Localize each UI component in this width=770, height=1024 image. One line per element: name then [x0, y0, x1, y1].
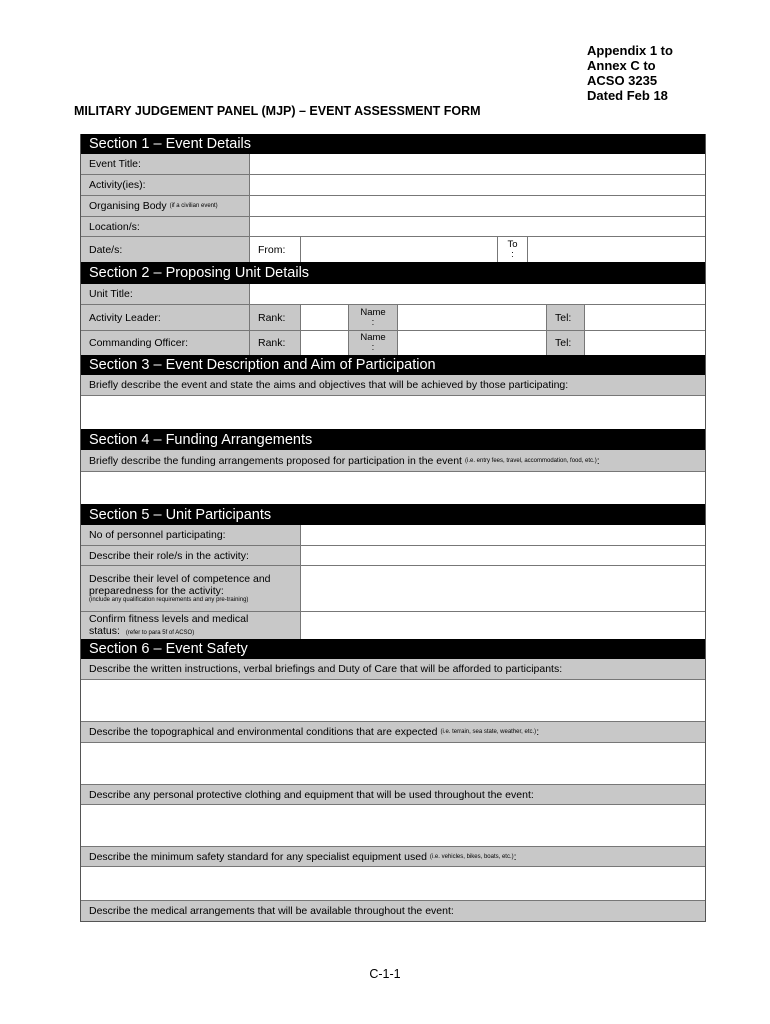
- organising-body-row: [81, 195, 705, 216]
- personnel-label: No of personnel participating:: [81, 525, 300, 545]
- safety-instructions-field[interactable]: [81, 679, 705, 721]
- appendix-line: ACSO 3235: [587, 73, 658, 88]
- commanding-officer-row: [81, 330, 705, 355]
- leader-name-field[interactable]: [397, 305, 546, 330]
- leader-name-text: Name: [360, 306, 386, 318]
- activities-row: [81, 174, 705, 195]
- leader-name-colon: :: [371, 316, 375, 328]
- specialist-equipment-note: (i.e. vehicles, bikes, boats, etc.): [429, 853, 514, 860]
- co-name-field[interactable]: [397, 331, 546, 355]
- page-number: C-1-1: [369, 967, 401, 981]
- activity-leader-row: [81, 304, 705, 330]
- leader-tel-field[interactable]: [584, 305, 705, 330]
- roles-field[interactable]: [300, 546, 705, 565]
- location-field[interactable]: [249, 217, 705, 236]
- section-1-heading: Section 1 – Event Details: [81, 134, 705, 154]
- funding-field[interactable]: [81, 471, 705, 504]
- unit-title-field[interactable]: [249, 284, 705, 304]
- event-description-field[interactable]: [81, 395, 705, 429]
- competence-field[interactable]: [300, 566, 705, 611]
- appendix-line: Dated Feb 18: [587, 88, 668, 103]
- leader-name-label: [348, 305, 397, 330]
- section-4-prompt-row: [81, 450, 705, 471]
- from-date-field[interactable]: [300, 237, 497, 262]
- funding-prompt-text: Briefly describe the funding arrangements proposed for participation in the event: [89, 454, 462, 467]
- section-2-heading: Section 2 – Proposing Unit Details: [81, 262, 705, 284]
- appendix-line: Annex C to: [587, 58, 656, 73]
- fitness-line-1: Confirm fitness levels and medical: [89, 612, 249, 625]
- protective-equipment-prompt: Describe any personal protective clothing and equipment that will be used throughout the event:: [81, 785, 705, 804]
- safety-q5-row: [81, 900, 705, 921]
- funding-prompt: [81, 450, 705, 471]
- fitness-field[interactable]: [300, 612, 705, 639]
- medical-arrangements-prompt: Describe the medical arrangements that will be available throughout the event:: [81, 901, 705, 921]
- section-3-prompt-row: [81, 375, 705, 395]
- competence-line-1: Describe their level of competence and: [89, 573, 271, 585]
- conditions-prompt-text: Describe the topographical and environmental conditions that are expected: [89, 726, 438, 738]
- safety-q4-row: [81, 846, 705, 866]
- co-name-label: [348, 331, 397, 355]
- specialist-equipment-text: Describe the minimum safety standard for any specialist equipment used: [89, 850, 427, 863]
- assessment-form: [80, 134, 706, 922]
- competence-label: [81, 566, 300, 611]
- safety-instructions-prompt: Describe the written instructions, verbal briefings and Duty of Care that will be afforded to participants:: [81, 659, 705, 679]
- organising-body-field[interactable]: [249, 196, 705, 216]
- to-date-field[interactable]: [527, 237, 705, 262]
- event-title-field[interactable]: [249, 154, 705, 174]
- protective-equipment-field[interactable]: [81, 804, 705, 846]
- dates-row: [81, 236, 705, 262]
- organising-body-label: [81, 196, 249, 216]
- fitness-note: (refer to para 5f of ACSO): [125, 629, 195, 636]
- form-title: MILITARY JUDGEMENT PANEL (MJP) – EVENT ASSESSMENT FORM: [74, 104, 481, 118]
- location-label: Location/s:: [81, 217, 249, 236]
- activities-label: Activity(ies):: [81, 175, 249, 195]
- activity-leader-label: Activity Leader:: [81, 305, 249, 330]
- co-name-colon: :: [371, 342, 375, 353]
- section-6-heading: Section 6 – Event Safety: [81, 639, 705, 659]
- appendix-line: Appendix 1 to: [587, 43, 673, 58]
- leader-rank-label: Rank:: [249, 305, 300, 330]
- roles-label: Describe their role/s in the activity:: [81, 546, 300, 565]
- co-rank-field[interactable]: [300, 331, 348, 355]
- location-row: [81, 216, 705, 236]
- fitness-row: [81, 611, 705, 639]
- roles-row: [81, 545, 705, 565]
- co-name-text: Name: [360, 332, 386, 343]
- event-description-prompt: Briefly describe the event and state the aims and objectives that will be achieved by those participating:: [81, 375, 705, 395]
- fitness-line-2: status:: [89, 624, 120, 637]
- section-5-heading: Section 5 – Unit Participants: [81, 504, 705, 525]
- conditions-prompt: [81, 722, 705, 742]
- fitness-line-2-wrap: [89, 625, 194, 639]
- competence-row: [81, 565, 705, 611]
- conditions-prompt-suffix: :: [536, 726, 540, 738]
- funding-prompt-note: (i.e. entry fees, travel, accommodation, food, etc.): [464, 457, 597, 464]
- competence-note: (include any qualification requirements and any pre-training): [89, 597, 249, 603]
- leader-rank-field[interactable]: [300, 305, 348, 330]
- to-label-colon: :: [511, 248, 514, 260]
- unit-title-label: Unit Title:: [81, 284, 249, 304]
- co-tel-field[interactable]: [584, 331, 705, 355]
- commanding-officer-label: Commanding Officer:: [81, 331, 249, 355]
- to-label-text: To: [507, 238, 518, 250]
- specialist-equipment-suffix: :: [513, 850, 517, 863]
- event-title-label: Event Title:: [81, 154, 249, 174]
- conditions-field[interactable]: [81, 742, 705, 784]
- section-3-heading: Section 3 – Event Description and Aim of Participation: [81, 355, 705, 375]
- activities-field[interactable]: [249, 175, 705, 195]
- fitness-label: [81, 612, 300, 639]
- from-label: From:: [249, 237, 300, 262]
- personnel-field[interactable]: [300, 525, 705, 545]
- specialist-equipment-field[interactable]: [81, 866, 705, 900]
- unit-title-row: [81, 284, 705, 304]
- section-4-heading: Section 4 – Funding Arrangements: [81, 429, 705, 450]
- conditions-prompt-note: (i.e. terrain, sea state, weather, etc.): [440, 729, 537, 735]
- to-label: [497, 237, 527, 262]
- competence-line-2: preparedness for the activity:: [89, 585, 224, 597]
- personnel-row: [81, 525, 705, 545]
- safety-q2-row: [81, 721, 705, 742]
- leader-tel-label: Tel:: [546, 305, 584, 330]
- co-rank-label: Rank:: [249, 331, 300, 355]
- event-title-row: [81, 154, 705, 174]
- appendix-reference: [587, 43, 673, 103]
- funding-prompt-suffix: :: [596, 454, 600, 467]
- safety-q3-row: [81, 784, 705, 804]
- safety-q1-row: [81, 659, 705, 679]
- dates-label: Date/s:: [81, 237, 249, 262]
- organising-body-text: Organising Body: [89, 200, 167, 212]
- organising-body-note: (if a civilian event): [169, 203, 218, 209]
- co-tel-label: Tel:: [546, 331, 584, 355]
- specialist-equipment-prompt: [81, 847, 705, 866]
